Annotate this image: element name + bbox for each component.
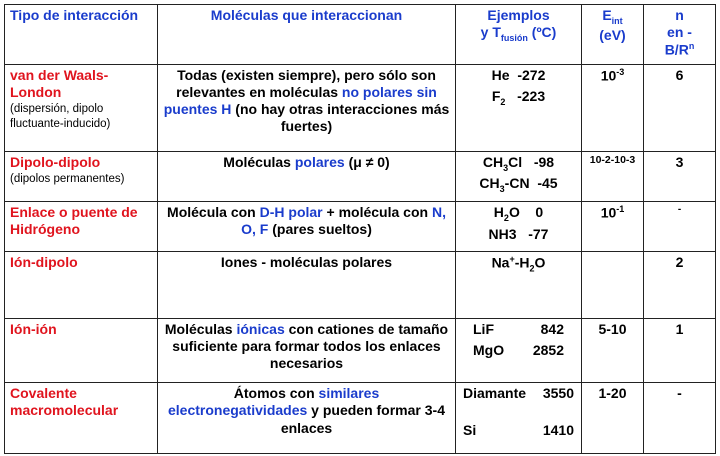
row-cov-type [5, 383, 158, 454]
row-hb-n-value: - [677, 204, 682, 216]
row-dd-ex1-b: Cl [508, 153, 523, 170]
row-id-n [644, 252, 716, 319]
row-vdw-mol-blue: no polares sin puentes H [163, 84, 437, 118]
header-n-a: n [675, 7, 684, 23]
row-cov-n-value: - [677, 385, 682, 402]
row-id-ex [461, 254, 576, 274]
row-id-ex-c: O [534, 255, 546, 272]
row-cov-e-value: 1-20 [598, 385, 627, 402]
table-row [5, 383, 716, 454]
row-hb-name: Enlace o puente de Hidrógeno [10, 204, 138, 238]
row-ii-n [644, 318, 716, 382]
header-ejemplos-sub: fusión [500, 32, 528, 43]
table-row [5, 252, 716, 319]
row-ii-examples [456, 318, 582, 382]
row-id-ex-sup: + [509, 254, 515, 265]
row-ii-ex2-a: MgO [473, 341, 505, 358]
row-vdw-e-base: 10 [600, 67, 617, 84]
row-hb-ex1-c: 0 [535, 204, 544, 221]
row-dd-mol-blue: polares [294, 153, 345, 170]
row-dd-e-text: 10-2-10-3 [589, 153, 636, 166]
row-dd-ex1-c: -98 [533, 153, 555, 170]
row-hb-mol-blue1: D-H polar [259, 204, 323, 221]
row-ii-ex1-a: LiF [473, 320, 494, 337]
row-dd-sub: (dipolos permanentes) [10, 172, 125, 185]
row-hb-ex1 [461, 204, 576, 224]
row-hb-examples [456, 202, 582, 252]
row-vdw-mol-2: (no hay otras interacciones más fuertes) [231, 101, 450, 135]
row-vdw-type [5, 65, 158, 152]
row-hb-n [644, 202, 716, 252]
header-tipo [5, 5, 158, 65]
row-cov-energy [582, 383, 644, 454]
row-hb-ex2-c: -77 [528, 225, 549, 242]
header-tipo-text: Tipo de interacción [10, 7, 139, 23]
row-vdw-ex2-a: F [491, 88, 501, 105]
header-ejemplos-c: (ºC) [527, 24, 557, 41]
header-n-sup: n [688, 41, 695, 52]
row-vdw-ex1 [461, 67, 576, 84]
header-e-sub: int [611, 15, 623, 26]
row-vdw-e-sup: -3 [616, 67, 625, 77]
row-vdw-ex2-sub: 2 [500, 96, 506, 107]
row-dd-molecules [158, 151, 456, 201]
row-hb-ex1-b: O [508, 204, 520, 221]
row-hb-molecules [158, 202, 456, 252]
row-hb-e-sup: -1 [616, 204, 625, 215]
row-hb-ex1-sub: 2 [503, 212, 509, 223]
row-ii-ex2 [461, 342, 576, 359]
row-hb-mol-3: (pares sueltos) [268, 221, 372, 238]
table-row [5, 202, 716, 252]
row-id-mol: Iones - moléculas polares [220, 254, 393, 271]
row-cov-ex2-a: Si [463, 422, 477, 439]
row-hb-type [5, 202, 158, 252]
row-dd-ex1-a: CH [482, 153, 504, 170]
row-dd-examples [456, 151, 582, 201]
row-hb-e-base: 10 [600, 204, 617, 221]
row-ii-energy [582, 318, 644, 382]
header-e-main: E [602, 7, 612, 23]
row-dd-ex2-a: CH [479, 175, 500, 192]
header-ejemplos [456, 5, 582, 65]
row-vdw-name: van der Waals-London [10, 67, 109, 101]
row-id-name: Ión-dipolo [10, 254, 78, 271]
row-vdw-examples [456, 65, 582, 152]
row-dd-ex2-sub: 3 [499, 184, 505, 195]
row-id-molecules [158, 252, 456, 319]
row-ii-mol-1: Moléculas [164, 320, 237, 337]
header-ejemplos-b: y T [480, 24, 501, 41]
row-hb-energy [582, 202, 644, 252]
row-ii-mol-2: con cationes de tamaño suficiente para formar todos los enlaces necesarios [172, 320, 449, 372]
row-dd-name: Dipolo-dipolo [10, 153, 101, 170]
row-cov-molecules [158, 383, 456, 454]
header-moleculas-text: Moléculas que interaccionan [210, 7, 403, 23]
row-dd-mol-2: (μ ≠ 0) [344, 153, 390, 170]
header-ejemplos-a: Ejemplos [487, 7, 550, 23]
row-cov-mol-blue: similares electronegatividades [168, 385, 380, 419]
header-energia [582, 5, 644, 65]
row-vdw-sub: (dispersión, dipolo fluctuante-inducido) [10, 103, 111, 130]
row-vdw-ex2-b: -223 [517, 88, 546, 105]
row-dd-ex2 [461, 175, 576, 195]
row-id-ex-b: -H [514, 255, 530, 272]
row-id-n-value: 2 [675, 254, 684, 271]
row-cov-ex1 [461, 385, 576, 402]
interaction-table [4, 4, 716, 454]
row-dd-ex2-c: -45 [537, 175, 558, 192]
row-vdw-ex1-a: He [491, 67, 510, 83]
header-moleculas [158, 5, 456, 65]
row-ii-ex1 [461, 321, 576, 338]
row-vdw-ex1-b: -272 [517, 67, 546, 83]
row-ii-e-value: 5-10 [598, 320, 627, 337]
row-ii-ex1-b: 842 [540, 320, 564, 337]
row-hb-mol-blue2: N, O, F [241, 204, 446, 238]
row-ii-n-value: 1 [675, 320, 684, 337]
row-id-energy [582, 252, 644, 319]
row-ii-mol-blue: iónicas [236, 320, 285, 337]
table-header-row [5, 5, 716, 65]
row-dd-n [644, 151, 716, 201]
row-id-ex-a: Na [491, 255, 510, 272]
row-hb-mol-2: + molécula con [322, 204, 432, 221]
row-cov-ex1-a: Diamante [463, 385, 527, 402]
row-dd-mol-1: Moléculas [223, 153, 295, 170]
table-row [5, 65, 716, 152]
row-cov-ex1-b: 3550 [542, 385, 574, 402]
row-dd-ex2-b: -CN [504, 175, 530, 192]
header-n [644, 5, 716, 65]
row-dd-type [5, 151, 158, 201]
row-vdw-ex2 [461, 88, 576, 108]
row-cov-ex2-b: 1410 [542, 422, 574, 439]
row-hb-ex2 [461, 226, 576, 243]
row-dd-n-value: 3 [675, 153, 684, 170]
table-row [5, 318, 716, 382]
row-hb-ex2-a: NH3 [488, 225, 517, 242]
row-ii-name: Ión-ión [10, 320, 57, 337]
row-id-type [5, 252, 158, 319]
row-cov-examples [456, 383, 582, 454]
header-e-unit: (eV) [599, 26, 626, 43]
table-row [5, 151, 716, 201]
row-cov-n [644, 383, 716, 454]
row-id-examples [456, 252, 582, 319]
row-ii-ex2-b: 2852 [532, 341, 564, 358]
row-cov-mol-1: Átomos con [233, 385, 319, 402]
row-hb-ex1-a: H [493, 204, 504, 221]
row-id-ex-sub: 2 [529, 263, 535, 274]
row-cov-ex2 [461, 422, 576, 439]
row-vdw-energy [582, 65, 644, 152]
header-n-c: B/R [664, 41, 689, 58]
row-vdw-molecules [158, 65, 456, 152]
row-dd-ex1-sub: 3 [503, 162, 509, 173]
row-dd-ex1 [461, 154, 576, 174]
row-hb-mol-1: Molécula con [167, 204, 260, 221]
row-cov-mol-2: y pueden formar 3-4 enlaces [280, 402, 445, 436]
row-ii-molecules [158, 318, 456, 382]
header-n-b: en - [667, 24, 692, 41]
row-ii-type [5, 318, 158, 382]
row-vdw-n-value: 6 [675, 67, 684, 83]
row-vdw-n [644, 65, 716, 152]
row-dd-energy [582, 151, 644, 201]
row-vdw-mol-1: Todas (existen siempre), pero sólo son relevantes en moléculas [176, 67, 436, 101]
row-cov-name: Covalente macromolecular [10, 385, 119, 419]
